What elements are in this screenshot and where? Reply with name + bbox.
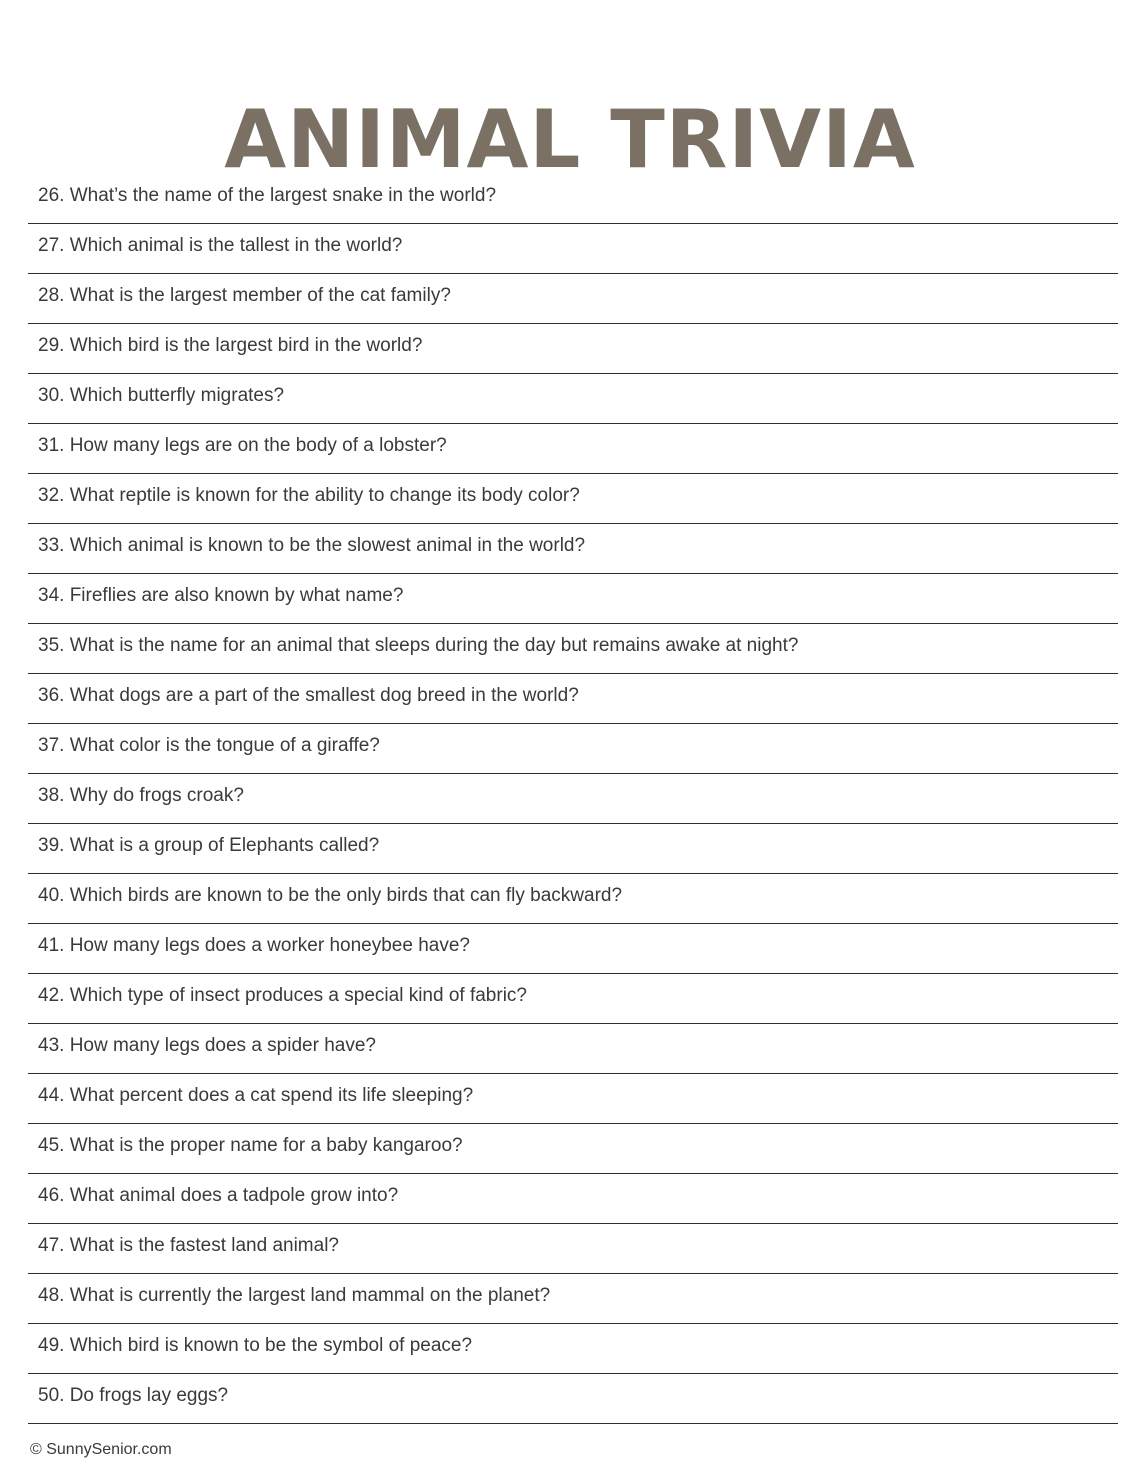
question-text: 49. Which bird is known to be the symbol of peace? [38,1335,473,1356]
question-row [28,774,1118,824]
question-text: 34. Fireflies are also known by what name? [38,585,404,606]
question-row [28,674,1118,724]
question-text: 41. How many legs does a worker honeybee have? [38,935,470,956]
question-text: 33. Which animal is known to be the slowest animal in the world? [38,535,586,556]
question-text: 37. What color is the tongue of a giraffe? [38,735,380,756]
question-row [28,1174,1118,1224]
question-row [28,974,1118,1024]
question-row [28,624,1118,674]
question-row [28,1124,1118,1174]
question-row [28,1024,1118,1074]
question-text: 50. Do frogs lay eggs? [38,1385,229,1406]
question-row [28,524,1118,574]
question-text: 31. How many legs are on the body of a lobster? [38,435,447,456]
question-text: 30. Which butterfly migrates? [38,385,285,406]
question-row [28,1324,1118,1374]
question-text: 46. What animal does a tadpole grow into? [38,1185,399,1206]
question-text: 40. Which birds are known to be the only birds that can fly backward? [38,885,623,906]
question-row [28,924,1118,974]
question-row [28,1374,1118,1424]
question-text: 28. What is the largest member of the cat family? [38,285,451,306]
question-row [28,824,1118,874]
question-text: 43. How many legs does a spider have? [38,1035,376,1056]
question-text: 29. Which bird is the largest bird in the world? [38,335,423,356]
page-title: ANIMAL TRIVIA [224,92,916,186]
question-text: 44. What percent does a cat spend its life sleeping? [38,1085,474,1106]
question-text: 42. Which type of insect produces a special kind of fabric? [38,985,527,1006]
question-row [28,174,1118,224]
question-row [28,474,1118,524]
question-text: 32. What reptile is known for the ability to change its body color? [38,485,580,506]
question-row [28,874,1118,924]
question-row [28,224,1118,274]
question-text: 26. What’s the name of the largest snake in the world? [38,185,497,206]
question-text: 35. What is the name for an animal that sleeps during the day but remains awake at night? [38,635,799,656]
question-text: 45. What is the proper name for a baby kangaroo? [38,1135,463,1156]
question-text: 27. Which animal is the tallest in the world? [38,235,403,256]
question-row [28,574,1118,624]
question-row [28,324,1118,374]
question-row [28,1274,1118,1324]
question-text: 48. What is currently the largest land mammal on the planet? [38,1285,551,1306]
question-list [28,174,1118,1424]
question-text: 38. Why do frogs croak? [38,785,244,806]
question-row [28,1074,1118,1124]
question-text: 36. What dogs are a part of the smallest dog breed in the world? [38,685,579,706]
question-row [28,724,1118,774]
question-row [28,274,1118,324]
question-text: 39. What is a group of Elephants called? [38,835,380,856]
question-row [28,374,1118,424]
question-row [28,1224,1118,1274]
question-row [28,424,1118,474]
copyright-footer: © SunnySenior.com [30,1441,172,1458]
question-text: 47. What is the fastest land animal? [38,1235,339,1256]
